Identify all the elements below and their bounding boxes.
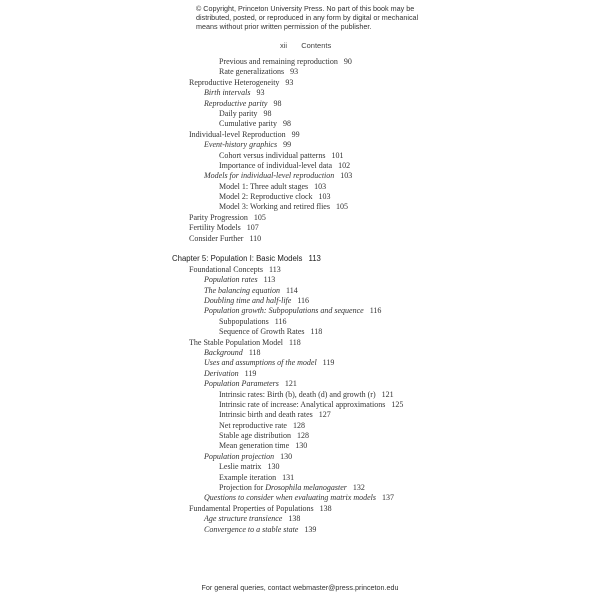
toc-entry: Birth intervals 93 [204,88,265,98]
toc-entry: Importance of individual-level data 102 [219,160,351,170]
toc-entry: Derivation 119 [204,368,257,378]
toc-entry: Net reproductive rate 128 [219,420,305,430]
toc-entry: Doubling time and half-life 116 [204,295,310,305]
toc-entry: Model 1: Three adult stages 103 [219,181,327,191]
toc-entry: Convergence to a stable state 139 [204,524,317,534]
toc-entry: Previous and remaining reproduction 90 [219,57,352,66]
toc-entry: Example iteration 131 [219,472,295,482]
toc-entry: Individual-level Reproduction 99 [189,129,300,139]
toc-entry: The balancing equation 114 [204,285,298,295]
toc-entry: Reproductive Heterogeneity 93 [189,77,294,87]
toc-entry: The Stable Population Model 118 [189,337,301,347]
table-of-contents [0,57,600,535]
page-number: xii [280,41,288,50]
toc-entry: Daily parity 98 [219,108,272,118]
running-head-title: Contents [301,41,332,50]
copyright-line: © Copyright, Princeton University Press. No part of this book may be [196,4,415,13]
toc-entry: Leslie matrix 130 [219,462,280,472]
toc-entry: Population rates 113 [204,275,276,285]
toc-entry: Age structure transience 138 [204,514,301,524]
toc-entry: Population Parameters 121 [204,379,297,389]
running-head [280,41,331,50]
copyright-line: distributed, posted, or reproduced in any form by digital or mechanical [196,13,419,22]
toc-entry: Consider Further 110 [189,233,262,243]
toc-entry: Model 3: Working and retired flies 105 [219,202,348,212]
toc-entry: Event-history graphics 99 [204,140,292,150]
toc-entry: Mean generation time 130 [219,441,308,451]
toc-entry: Rate generalizations 93 [219,67,299,77]
toc-entry: Fertility Models 107 [189,223,259,233]
footer-contact: For general queries, contact webmaster@press.princeton.edu [201,583,399,592]
toc-entry: Background 118 [204,347,261,357]
toc-entry: Fundamental Properties of Populations 138 [189,503,332,513]
toc-entry: Parity Progression 105 [189,212,266,222]
toc-entry: Projection for Drosophila melanogaster 132 [219,483,365,493]
toc-entry: Cohort versus individual patterns 101 [219,150,344,160]
toc-entry: Intrinsic birth and death rates 127 [219,410,331,420]
toc-entry: Intrinsic rates: Birth (b), death (d) and growth (r) 121 [219,389,394,399]
toc-chapter-heading: Chapter 5: Population I: Basic Models 113 [172,254,321,264]
toc-entry: Questions to consider when evaluating matrix models 137 [204,493,394,503]
toc-entry: Model 2: Reproductive clock 103 [219,192,331,202]
toc-entry: Foundational Concepts 113 [189,264,281,274]
copyright-notice [196,4,436,31]
spacer [0,244,600,254]
toc-entry: Intrinsic rate of increase: Analytical approximations 125 [219,399,404,409]
toc-entry: Population growth: Subpopulations and sequence 116 [204,306,382,316]
toc-entry: Cumulative parity 98 [219,119,291,129]
toc-entry: Uses and assumptions of the model 119 [204,358,335,368]
toc-entry: Population projection 130 [204,451,293,461]
copyright-line: means without prior written permission of the publisher. [196,22,372,31]
toc-entry: Reproductive parity 98 [204,98,282,108]
toc-entry: Models for individual-level reproduction 103 [204,171,353,181]
toc-entry: Sequence of Growth Rates 118 [219,327,323,337]
toc-entry: Stable age distribution 128 [219,431,309,441]
toc-entry: Subpopulations 116 [219,316,287,326]
